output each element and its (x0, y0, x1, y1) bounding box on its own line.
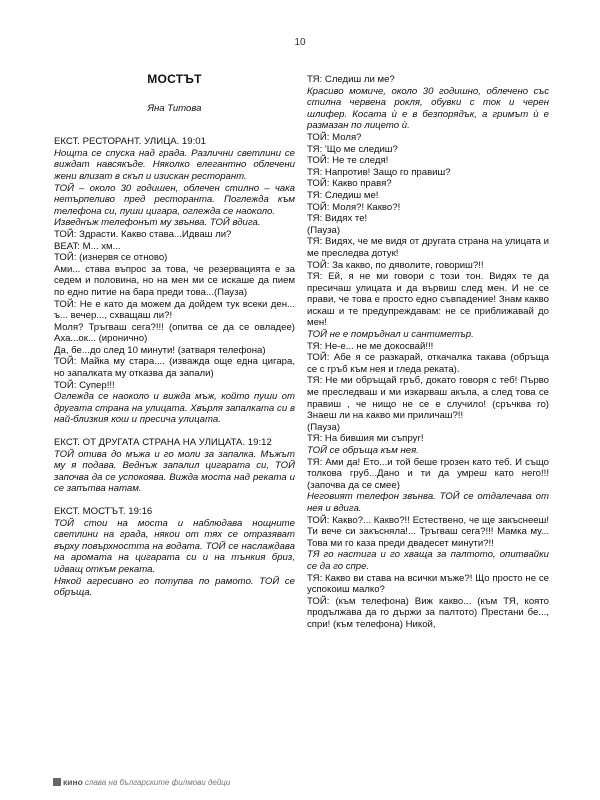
dialogue-line: Ами... става въпрос за това, че резервацията е за седем и половина, но на мен ми се искаше да пием по едно питие на бара преди това...(Пауза) (54, 263, 295, 298)
dialogue-line: ТЯ: Следиш ме! (307, 189, 379, 201)
dialogue-line: ТЯ: Не ми обръщай гръб, докато говоря с теб! Първо ме преследваш и ми изкарваш акъла, а след това се правиш , че нищо не се е случило! (сръчква го) Знаеш ли на какво ми приличаш?!! (307, 375, 549, 422)
stage-direction: Красиво момиче, около 30 годишно, облечено със стилна червена рокля, обувки с ток и черен шлифер. Косата ѝ е в безпорядък, а гримът ѝ е размазан по лицето ѝ. (307, 85, 549, 132)
article-author: Яна Титова (147, 102, 202, 114)
stage-direction: Някой агресивно го потупва по рамото. ТОЙ се обръща. (54, 575, 295, 599)
dialogue-line: (Пауза) (307, 421, 341, 433)
dialogue-line: ЕКСТ. МОСТЪТ. 19:16 (54, 506, 153, 517)
dialogue-line: ТЯ: Не-е... не ме докосвай!!! (307, 340, 434, 352)
stage-direction: Нощта се спуска над града. Различни светлини се виждат навсякъде. Няколко елегантно облечени жени влизат в скъп и изискан ресторант. (54, 147, 295, 182)
dialogue-line: ТОЙ: Майка му стара.... (изважда още една цигара, но запалката му отказва да запали) (54, 356, 295, 380)
dialogue-line: ЕКСТ. РЕСТОРАНТ. УЛИЦА. 19:01 (54, 136, 206, 148)
stage-direction: ТОЙ се обръща към нея. (307, 445, 419, 456)
dialogue-line: ТОЙ: Какво правя? (307, 178, 392, 190)
dialogue-line: ТЯ: Видях, че ме видя от другата страна на улицата и ме преследва дотук! (307, 236, 549, 259)
dialogue-line: ТЯ: Видях те! (307, 213, 368, 225)
dialogue-line: ТЯ: 'Що ме следиш? (307, 143, 398, 155)
left-column-body (54, 136, 295, 599)
footer (53, 777, 230, 787)
dialogue-line: Да, бе...до след 10 минути! (затваря телефона) (54, 344, 266, 356)
dialogue-line: ТЯ: На бившия ми съпруг! (307, 433, 424, 445)
stage-direction: ТЯ го настига и го хваща за палтото, опитвайки се да го спре. (307, 549, 549, 572)
dialogue-line: ТОЙ: Моля?! Какво?! (307, 201, 401, 213)
stage-direction: Оглежда се наоколо и вижда мъж, който пуши от другата страна на улицата. Хвърля запалката си в най-близкия кош и пресича улицата. (54, 391, 295, 426)
right-column (307, 74, 549, 631)
stage-direction: ТОЙ не е помръднал и сантиметър. (307, 329, 474, 341)
dialogue-line: ТОЙ: (изнервя се отново) (54, 252, 168, 264)
dialogue-line: ЕКСТ. ОТ ДРУГАТА СТРАНА НА УЛИЦАТА. 19:12 (54, 437, 272, 449)
stage-direction: ТОЙ отива до мъжа и го моли за запалка. Мъжът му я подава. Веднъж запалил цигарата си, ТОЙ започва да се успокоява. Вижда моста над реката и се запътва натам. (54, 448, 295, 495)
dialogue-line: ТЯ: Ей, я не ми говори с този тон. Видях те да пресичаш улицата и да вървиш след мен. И не се прави, че това е просто едно съвпадение! Знам какво искаш и те предупреждавам: не се приближавай до мен! (307, 271, 549, 329)
dialogue-line: BEAT: М... хм... (54, 240, 121, 252)
section-gap (54, 495, 295, 506)
page-number: 10 (294, 37, 306, 48)
footer-tagline: слава на българските филмови дейци (84, 778, 231, 787)
dialogue-line: ТЯ: Ами да! Ето...и той беше грозен като теб. И също толкова груб...Дано и ти да умреш като него!!! (започва да се смее) (307, 456, 549, 491)
dialogue-line: ТОЙ: Не е като да можем да дойдем тук всеки ден... ъ... вечер..., схващаш ли?! (54, 298, 295, 322)
dialogue-line: ТЯ: Какво ви става на всички мъже?! Що просто не се успокоиш малко? (307, 572, 549, 596)
dialogue-line: ТОЙ: Какво?... Какво?!! Естествено, че ще закъснееш! Ти вече си закъсняла!... Тръгваш сега?!!! Мамка му... Това ми го каза преди двадесет минути?!! (307, 514, 549, 549)
dialogue-line: ТОЙ: Моля? (307, 131, 362, 143)
stage-direction: ТОЙ – около 30 годишен, облечен стилно – чака нетърпеливо пред ресторанта. Поглежда към телефона си, пуши цигара, оглежда се наоколо. (54, 182, 295, 217)
dialogue-line: ТОЙ: (към телефона) Виж какво... (към ТЯ, която продължава да го държи за палтото) Престани бе..., спри! (към телефона) Никой, (307, 595, 549, 630)
left-column (54, 74, 295, 599)
stage-direction: Изведнъж телефонът му звънва. ТОЙ вдига. (54, 217, 261, 229)
dialogue-line: ТОЙ: Супер!!! (54, 379, 115, 391)
footer-brand: кино (63, 777, 83, 787)
dialogue-line: ТЯ: Напротив! Защо го правиш? (307, 166, 451, 178)
logo-icon (53, 778, 61, 786)
dialogue-line: (Пауза) (307, 224, 341, 236)
dialogue-line: ТОЙ: Не те следя! (307, 155, 389, 167)
right-column-body (307, 74, 549, 631)
stage-direction: ТОЙ стои на моста и наблюдава нощните светлини на града, някои от тях се отразяват върху повърхността на водата. ТОЙ се наслаждава на аромата на цигарата си и на тънкия бриз, идващ откъм реката. (54, 517, 295, 575)
dialogue-line: ТЯ: Следиш ли ме? (307, 74, 395, 85)
dialogue-line: ТОЙ: Абе я се разкарай, откачалка такава (обръща се с гръб към нея и гледа реката). (307, 352, 549, 375)
dialogue-line: ТОЙ: Здрасти. Какво става...Идваш ли? (54, 228, 232, 240)
stage-direction: Неговият телефон звънва. ТОЙ се отдалечава от нея и вдига. (307, 491, 549, 514)
section-gap (54, 426, 295, 437)
dialogue-line: Моля? Тръгваш сега?!!! (опитва се да се овладее) Аха...ок... (иронично) (54, 321, 295, 345)
article-title: МОСТЪТ (147, 72, 202, 86)
dialogue-line: ТОЙ: За какво, по дяволите, говориш?!! (307, 259, 484, 271)
